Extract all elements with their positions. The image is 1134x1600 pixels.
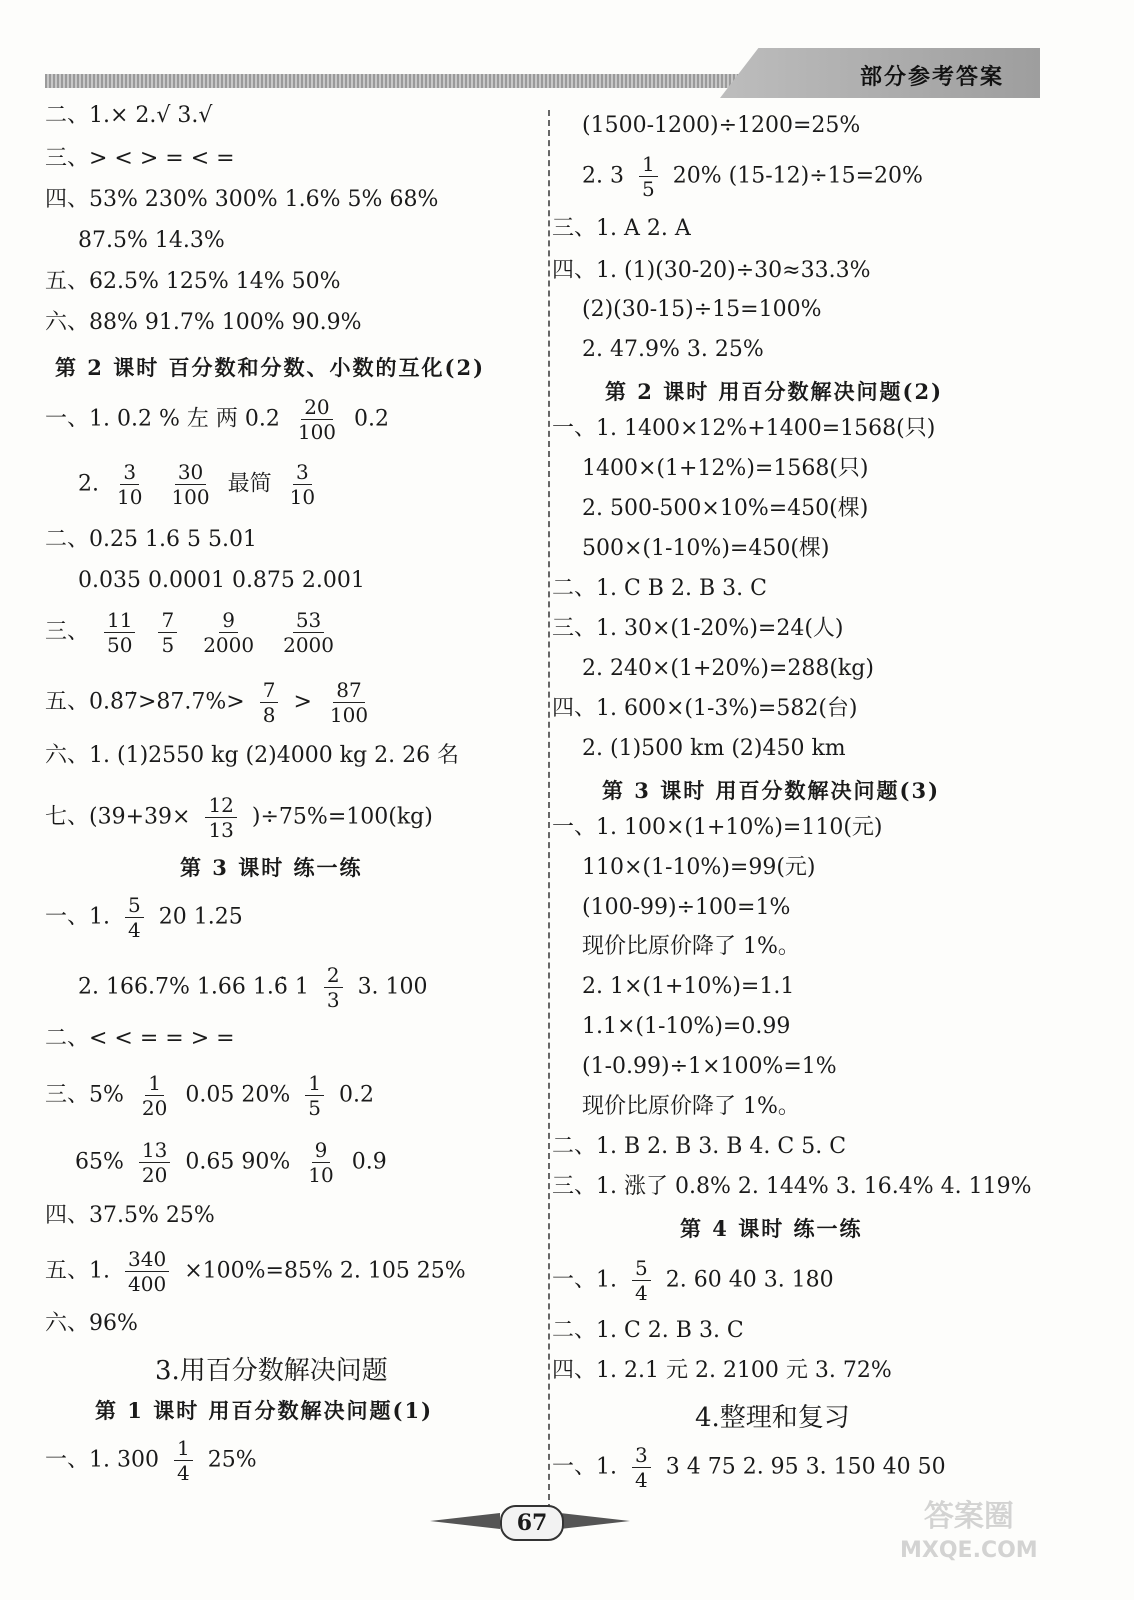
answer-line: (1-0.99)÷1×100%=1%: [582, 1054, 837, 1079]
answer-line: 一、1. $\frac{5}{4}$ 2. 60 40 3. 180: [552, 1256, 834, 1305]
page-header-title: 部分参考答案: [860, 64, 1005, 90]
fraction: $\frac{2}{3}$: [324, 963, 343, 1012]
answer-line: 四、1. 600×(1-3%)=582(台): [552, 696, 858, 721]
page-number: 67: [500, 1505, 564, 1541]
answer-line: 四、53% 230% 300% 1.6% 5% 68%: [45, 187, 439, 212]
answer-line: 二、1.× 2.√ 3.√: [45, 103, 213, 128]
fraction: $\frac{12}{13}$: [205, 793, 236, 842]
fraction: $\frac{9}{2000}$: [203, 608, 255, 657]
fraction: $\frac{30}{100}$: [171, 460, 210, 509]
answer-line: (2)(30-15)÷15=100%: [582, 297, 822, 322]
section-heading: 第 1 课时 用百分数解决问题(1): [95, 1398, 434, 1423]
section-heading: 第 4 课时 练一练: [680, 1216, 863, 1241]
section-heading: 第 2 课时 百分数和分数、小数的互化(2): [55, 355, 486, 380]
answer-line: (100-99)÷100=1%: [582, 895, 791, 920]
answer-line: 1400×(1+12%)=1568(只): [582, 456, 869, 481]
answer-line: 2. 47.9% 3. 25%: [582, 337, 764, 362]
fraction: $\frac{7}{5}$: [158, 608, 177, 657]
answer-line: 五、0.8̇7̇>87.7%> $\frac{7}{8}$ > $\frac{87}{100}$: [45, 678, 379, 727]
answer-line: 五、1. $\frac{340}{400}$ ×100%=85% 2. 105 25%: [45, 1247, 466, 1296]
answer-line: 一、1. 0.2 % 左 两 0.2 $\frac{20}{100}$ 0.2: [45, 395, 390, 444]
answer-line: 二、1. B 2. B 3. B 4. C 5. C: [552, 1134, 847, 1159]
answer-line: 2. 166.7% 1.66 1.6̇ 1 $\frac{2}{3}$ 3. 100: [78, 963, 428, 1012]
answer-line: (1500-1200)÷1200=25%: [582, 113, 861, 138]
answer-line: 二、0.25 1.6 5 5.01: [45, 527, 257, 552]
section-heading: 第 2 课时 用百分数解决问题(2): [605, 379, 944, 404]
answer-line: 2. 3 $\frac{1}{5}$ 20% (15-12)÷15=20%: [582, 152, 923, 201]
fraction: $\frac{1}{20}$: [141, 1071, 168, 1120]
answer-line: 65% $\frac{13}{20}$ 0.65 90% $\frac{9}{10}$ 0.9: [75, 1138, 387, 1187]
fraction: $\frac{53}{2000}$: [283, 608, 335, 657]
answer-line: 1.1×(1-10%)=0.99: [582, 1014, 791, 1039]
answer-line: 二、< < = = > =: [45, 1026, 235, 1051]
fraction: $\frac{20}{100}$: [297, 395, 337, 444]
answer-line: 三、 $\frac{11}{50}$ $\frac{7}{5}$ $\frac{9}{2000}$ $\frac{53}{2000}$: [45, 608, 345, 657]
answer-line: 五、62.5% 125% 14% 50%: [45, 269, 341, 294]
answer-line: 一、1. $\frac{3}{4}$ 3 4 75 2. 95 3. 150 40 50: [552, 1443, 946, 1492]
answer-line: 六、96%: [45, 1311, 138, 1336]
section-heading: 第 3 课时 用百分数解决问题(3): [602, 778, 941, 803]
answer-line: 110×(1-10%)=99(元): [582, 855, 816, 880]
answer-line: 六、1. (1)2550 kg (2)4000 kg 2. 26 名: [45, 743, 460, 768]
answer-line: 三、1. A 2. A: [552, 216, 691, 241]
answer-line: 0.035 0.0001 0.875 2.001: [78, 568, 365, 593]
section-heading: 第 3 课时 练一练: [180, 855, 363, 880]
answer-line: 现价比原价降了 1%。: [582, 1094, 800, 1119]
answer-line: 二、1. C B 2. B 3. C: [552, 576, 767, 601]
fraction: $\frac{3}{4}$: [632, 1443, 651, 1492]
fraction: $\frac{11}{50}$: [104, 608, 135, 657]
answer-line: 2. $\frac{3}{10}$ $\frac{30}{100}$ 最简 $\frac{3}{10}$: [78, 460, 326, 509]
answer-line: 三、> < > = < =: [45, 146, 235, 171]
unit-title: 3.用百分数解决问题: [155, 1356, 388, 1386]
watermark: 答案圈 MXQE.COM: [900, 1499, 1038, 1563]
answer-line: 三、1. 涨了 0.8% 2. 144% 3. 16.4% 4. 119%: [552, 1174, 1032, 1199]
answer-line: 四、1. (1)(30-20)÷30≈33.3%: [552, 258, 871, 283]
answer-line: 500×(1-10%)=450(棵): [582, 536, 830, 561]
answer-line: 三、1. 30×(1-20%)=24(人): [552, 616, 844, 641]
fraction: $\frac{7}{8}$: [260, 678, 279, 727]
fraction: $\frac{87}{100}$: [329, 678, 369, 727]
answer-line: 87.5% 14.3%: [78, 228, 225, 253]
fraction: $\frac{3}{10}$: [117, 460, 143, 509]
answer-line: 二、1. C 2. B 3. C: [552, 1318, 744, 1343]
answer-line: 四、1. 2.1 元 2. 2100 元 3. 72%: [552, 1358, 892, 1383]
answer-line: 七、(39+39× $\frac{12}{13}$ )÷75%=100(kg): [45, 793, 433, 842]
answer-line: 六、88% 91.7% 100% 90.9%: [45, 310, 362, 335]
answer-line: 一、1. 100×(1+10%)=110(元): [552, 815, 883, 840]
fraction: $\frac{340}{400}$: [125, 1247, 169, 1296]
fraction: $\frac{1}{5}$: [639, 152, 658, 201]
answer-line: 2. (1)500 km (2)450 km: [582, 736, 846, 761]
fraction: $\frac{5}{4}$: [125, 893, 144, 942]
answer-line: 现价比原价降了 1%。: [582, 934, 800, 959]
fraction: $\frac{1}{5}$: [305, 1071, 324, 1120]
fraction: $\frac{1}{4}$: [174, 1436, 193, 1485]
answer-line: 2. 500-500×10%=450(棵): [582, 496, 869, 521]
answer-line: 一、1. 1400×12%+1400=1568(只): [552, 416, 936, 441]
fraction: $\frac{13}{20}$: [139, 1138, 170, 1187]
fraction: $\frac{3}{10}$: [289, 460, 316, 509]
answer-line: 四、37.5% 25%: [45, 1203, 215, 1228]
fraction: $\frac{9}{10}$: [308, 1138, 334, 1187]
answer-line: 一、1. 300 $\frac{1}{4}$ 25%: [45, 1436, 257, 1485]
answer-line: 2. 1×(1+10%)=1.1: [582, 974, 795, 999]
answer-line: 三、5% $\frac{1}{20}$ 0.05 20% $\frac{1}{5}$ 0.2: [45, 1071, 374, 1120]
unit-title: 4.整理和复习: [695, 1403, 850, 1433]
column-divider: [548, 110, 550, 1510]
answer-line: 一、1. $\frac{5}{4}$ 20 1.25: [45, 893, 243, 942]
answer-line: 2. 240×(1+20%)=288(kg): [582, 656, 874, 681]
fraction: $\frac{5}{4}$: [632, 1256, 651, 1305]
